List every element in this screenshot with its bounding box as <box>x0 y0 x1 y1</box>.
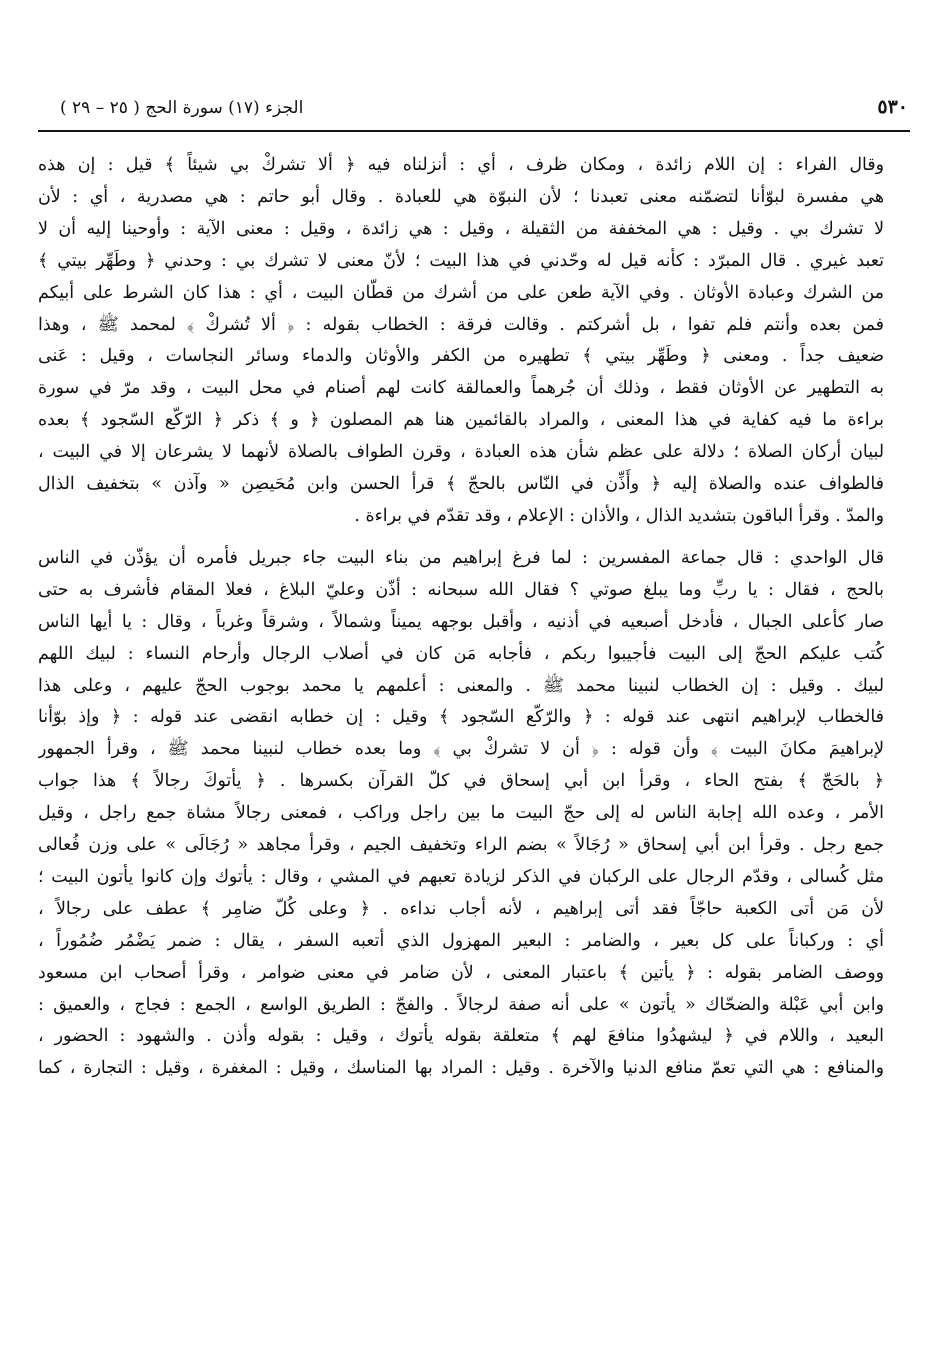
text-line: به التطهير عن الأوثان فقط ، وذلك أن جُرهماً والعمالقة كانت لهم أصنام في محل البيت ، وقد مرّ في سورة <box>38 378 884 399</box>
text-line: فالخطاب لإبراهيم انتهى عند قوله : ﴿ والرّكّع السّجود ﴾ وقيل : إن خطابه انقضى عند قوله : ﴿ وإذ بوّأنا <box>38 707 884 728</box>
text-line: ﴿ بالحَجّ ﴾ بفتح الحاء ، وقرأ ابن أبي إسحاق في كلّ القرآن بكسرها . ﴿ يأتوكَ رجالاً ﴾ هذا جواب <box>38 771 884 792</box>
text-line: مثل كُسالى ، وقدّم الرجال على الركبان في الذكر لزيادة تعبهم في المشي ، وقال : يأتوك وإن كانوا يأتون البيت ؛ <box>38 866 884 887</box>
text-line: كُتب عليكم الحجّ إلى البيت فأجيبوا ربكم ، فأجابه مَن كان في أصلاب الرجال وأرحام النساء : لبيك اللهم <box>38 643 884 664</box>
text-line: من الشرك وعبادة الأوثان . وفي الآية طعن على من أشرك من قطّان البيت ، أي : هذا كان الشرط على أبيكم <box>38 282 884 303</box>
text-line: البعيد ، واللام في ﴿ ليشهدُوا منافعَ لهم ﴾ متعلقة بقوله يأتوك ، وقيل : بقوله وأذن . والشهود : الحضور ، <box>38 1026 884 1047</box>
text-line: ضعيف جداً . ومعنى ﴿ وطَهِّر بيتي ﴾ تطهيره من الكفر والأوثان والدماء وسائر النجاسات ، وقيل : عَنى <box>38 346 884 367</box>
page-header <box>38 96 908 126</box>
text-line: براءة ما فيه كفاية في هذا المعنى ، والمراد بالقائمين هنا هم المصلون ﴿ و ﴾ ذكر ﴿ الرّكّع السّجود ﴾ بعده <box>38 410 885 431</box>
text-line: لأن مَن أتى الكعبة حاجّاً فقد أتى إبراهيم ، لأنه أجاب نداءه . ﴿ وعلى كُلّ ضامِر ﴾ عطف على رجالاً ، <box>38 898 884 919</box>
text-line: جمع رجل . وقرأ ابن أبي إسحاق « رُجَالاً » بضم الراء وتخفيف الجيم ، وقرأ مجاهد « رُجَالَى » على وزن فُعالى <box>38 835 884 856</box>
text-line: والمدّ . وقرأ الباقون بتشديد الذال ، والأذان : الإعلام ، وقد تقدّم في براءة . <box>354 505 884 526</box>
running-title: الجزء (١٧) سورة الحج ( ٢٥ – ٢٩ ) <box>60 98 304 118</box>
text-line: لا تشرك بي . وقيل : هي المخففة من الثقيلة ، وقيل : هي زائدة ، وقيل : معنى الآية : وأوحينا إليه أن لا <box>38 218 884 239</box>
text-line: تعبد غيري . قال المبرّد : كأنه قيل له وحّدني في هذا البيت ؛ لأنّ معنى لا تشرك بي : وحدني ﴿ وطَهِّر بيتي ﴾ <box>38 250 884 271</box>
text-line: والمنافع : هي التي تعمّ منافع الدنيا والآخرة . وقيل : المراد بها المناسك ، وقيل : المغفرة ، وقيل : التجارة ، كما <box>38 1058 884 1079</box>
text-line: هي مفسرة لبوّأنا لتضمّنه معنى تعبدنا ؛ لأن النبوّة هي للعبادة . وقال أبو حاتم : هي مصدرية ، أي : لأن <box>38 186 884 207</box>
text-line: فمن بعده وأنتم فلم تفوا ، بل أشركتم . وقالت فرقة : الخطاب بقوله : ﴿ ألا تُشركْ ﴾ لمحمد ﷺ ، وهذا <box>38 314 884 335</box>
page-body <box>38 150 910 1085</box>
text-line: لبيان أركان الصلاة ؛ دلالة على عظم شأن هذه العبادة ، وقرن الطواف بالصلاة لأنهما لا يشرعان إلا في البيت ، <box>38 442 884 463</box>
text-line: لبيك . وقيل : إن الخطاب لنبينا محمد ﷺ . والمعنى : أعلمهم يا محمد بوجوب الحجّ عليهم ، وعلى هذا <box>38 675 884 696</box>
paragraph-1 <box>38 150 910 533</box>
text-line: قال الواحدي : قال جماعة المفسرين : لما فرغ إبراهيم من بناء البيت جاء جبريل فأمره أن يؤذّن في الناس <box>38 547 884 568</box>
text-line: الأمر ، وعده الله إجابة الناس له إلى حجّ البيت ما بين راجل وراكب ، فمعنى رجالاً مشاة جمع راجل ، وقيل <box>38 803 884 824</box>
text-line: وابن أبي عَبْلة والضحّاك « يأتون » على أنه صفة لرجالاً . والفجّ : الطريق الواسع ، الجمع : فجاج ، والعميق : <box>38 994 884 1015</box>
text-line: ووصف الضامر بقوله : ﴿ يأتين ﴾ باعتبار المعنى ، لأن ضامر في معنى ضوامر ، وقرأ أصحاب ابن مسعود <box>38 962 884 983</box>
header-rule <box>38 130 910 132</box>
text-line: بالحج ، فقال : يا ربِّ وما يبلغ صوتي ؟ فقال الله سبحانه : أذّن وعليّ البلاغ ، فعلا المقام فأشرف به حتى <box>38 579 884 600</box>
text-line: أي : وركباناً على كل بعير ، والضامر : البعير المهزول الذي أتعبه السفر ، يقال : ضمر يَضْمُر ضُمُوراً ، <box>38 930 884 951</box>
text-line: لإبراهيمَ مكانَ البيت ﴾ وأن قوله : ﴿ أن لا تشركْ بي ﴾ وما بعده خطاب لنبينا محمد ﷺ ، وقرأ الجمهور <box>38 739 884 760</box>
text-line: صار كأعلى الجبال ، فأدخل أصبعيه في أذنيه ، وأقبل بوجهه يميناً وشمالاً ، وشرقاً وغرباً ، وقال : يا أيها الناس <box>38 611 884 632</box>
paragraph-2 <box>38 543 910 1085</box>
text-line: فالطواف عنده والصلاة إليه ﴿ وأَذِّن في النّاس بالحجّ ﴾ قرأ الحسن وابن مُحَيصِن « وآذن » بتخفيف الذال <box>38 474 884 495</box>
page-number: ٥٣٠ <box>877 96 908 118</box>
text-line: وقال الفراء : إن اللام زائدة ، ومكان ظرف ، أي : أنزلناه فيه ﴿ ألا تشركْ بي شيئاً ﴾ قيل : إن هذه <box>38 155 884 175</box>
